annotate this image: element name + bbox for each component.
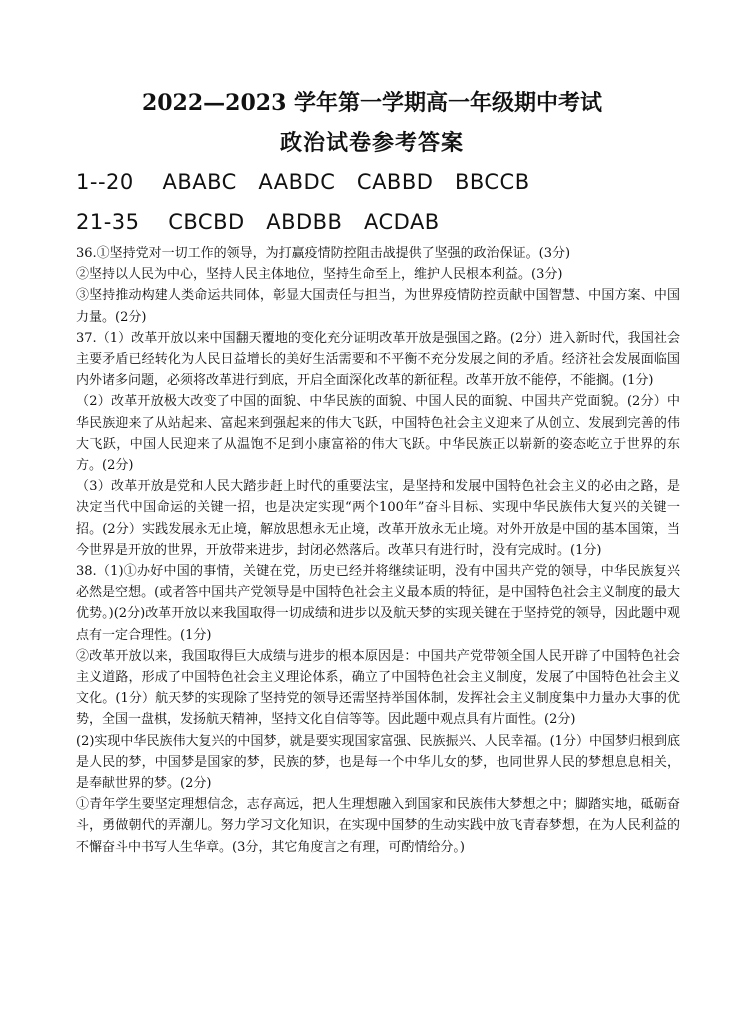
exam-title: 2022—2023 学年第一学期高一年级期中考试 <box>141 90 603 116</box>
answer-paragraph: ③坚持推动构建人类命运共同体，彰显大国责任与担当，为世界疫情防控贡献中国智慧、中国方案、中国力量。(2分) <box>76 288 680 325</box>
answer-paragraph: 36.①坚持党对一切工作的领导，为打赢疫情防控阻击战提供了坚强的政治保证。(3分) <box>76 246 571 261</box>
answer-body <box>76 243 680 858</box>
answer-paragraph: ②坚持以人民为中心，坚持人民主体地位，坚持生命至上，维护人民根本利益。(3分) <box>76 267 563 283</box>
choice-groups: ABABC AABDC CABBD BBCCB <box>162 170 530 194</box>
answer-paragraph: 37.（1）改革开放以来中国翻天覆地的变化充分证明改革开放是强国之路。(2分）进入新时代，我国社会主要矛盾已经转化为人民日益增长的美好生活需要和不平衡不充分发展之间的矛盾。经济社会发展面临国内外诸多问题，必须将改革进行到底，开启全面深化改革的新征程。改革开放不能停，不能搁。(1分) <box>76 330 680 389</box>
choice-answers-row-2 <box>76 210 440 234</box>
answer-paragraph: ①青年学生要坚定理想信念，志存高远，把人生理想融入到国家和民族伟大梦想之中；脚踏实地，砥砺奋斗，勇做朝代的弄潮儿。努力学习文化知识，在实现中国梦的生动实践中放飞青春梦想，在为人民利益的不懈奋斗中书写人生华章。(3分，其它角度言之有理，可酌情给分。) <box>76 797 680 855</box>
answer-paragraph: 38.（1)①办好中国的事情，关键在党，历史已经并将继续证明，没有中国共产党的领导，中华民族复兴必然是空想。(或者答中国共产党领导是中国特色社会主义最本质的特征，是中国特色社会主义制度的最大优势。)(2分)改革开放以来我国取得一切成绩和进步以及航天梦的实现关键在于坚持党的领导，因此题中观点有一定合理性。(1分) <box>76 564 680 643</box>
exam-subtitle: 政治试卷参考答案 <box>279 130 464 156</box>
choice-groups: CBCBD ABDBB ACDAB <box>168 210 440 234</box>
choice-range: 21-35 <box>76 210 140 234</box>
answer-paragraph: ②改革开放以来，我国取得巨大成绩与进步的根本原因是：中国共产党带领全国人民开辟了中国特色社会主义道路，形成了中国特色社会主义理论体系，确立了中国特色社会主义制度，发展了中国特色社会主义文化。(1分）航天梦的实现除了坚持党的领导还需坚持举国体制，发挥社会主义制度集中力量办大事的优势，全国一盘棋，发扬航天精神，坚持文化自信等等。因此题中观点具有片面性。(2分) <box>76 648 680 728</box>
answer-paragraph: (2)实现中华民族伟大复兴的中国梦，就是要实现国家富强、民族振兴、人民幸福。(1分）中国梦归根到底是人民的梦，中国梦是国家的梦，民族的梦，也是每一个中华儿女的梦，也同世界人民的梦想息息相关，是奉献世界的梦。(2分) <box>76 733 680 792</box>
choice-range: 1--20 <box>76 170 134 194</box>
answer-paragraph: （2）改革开放极大改变了中国的面貌、中华民族的面貌、中国人民的面貌、中国共产党面貌。(2分）中华民族迎来了从站起来、富起来到强起来的伟大飞跃，中国特色社会主义迎来了从创立、发展到完善的伟大飞跃，中国人民迎来了从温饱不足到小康富裕的伟大飞跃。中华民族正以崭新的姿态屹立于世界的东方。(2分) <box>76 394 680 474</box>
choice-answers-row-1 <box>76 170 530 194</box>
answer-paragraph: （3）改革开放是党和人民大踏步赶上时代的重要法宝，是坚持和发展中国特色社会主义的必由之路，是决定当代中国命运的关键一招，也是决定实现“两个100年”奋斗目标、实现中华民族伟大复兴的关键一招。(2分）实践发展永无止境，解放思想永无止境，改革开放永无止境。对外开放是中国的基本国策，当今世界是开放的世界，开放带来进步，封闭必然落后。改革只有进行时，没有完成时。(1分) <box>76 479 680 558</box>
